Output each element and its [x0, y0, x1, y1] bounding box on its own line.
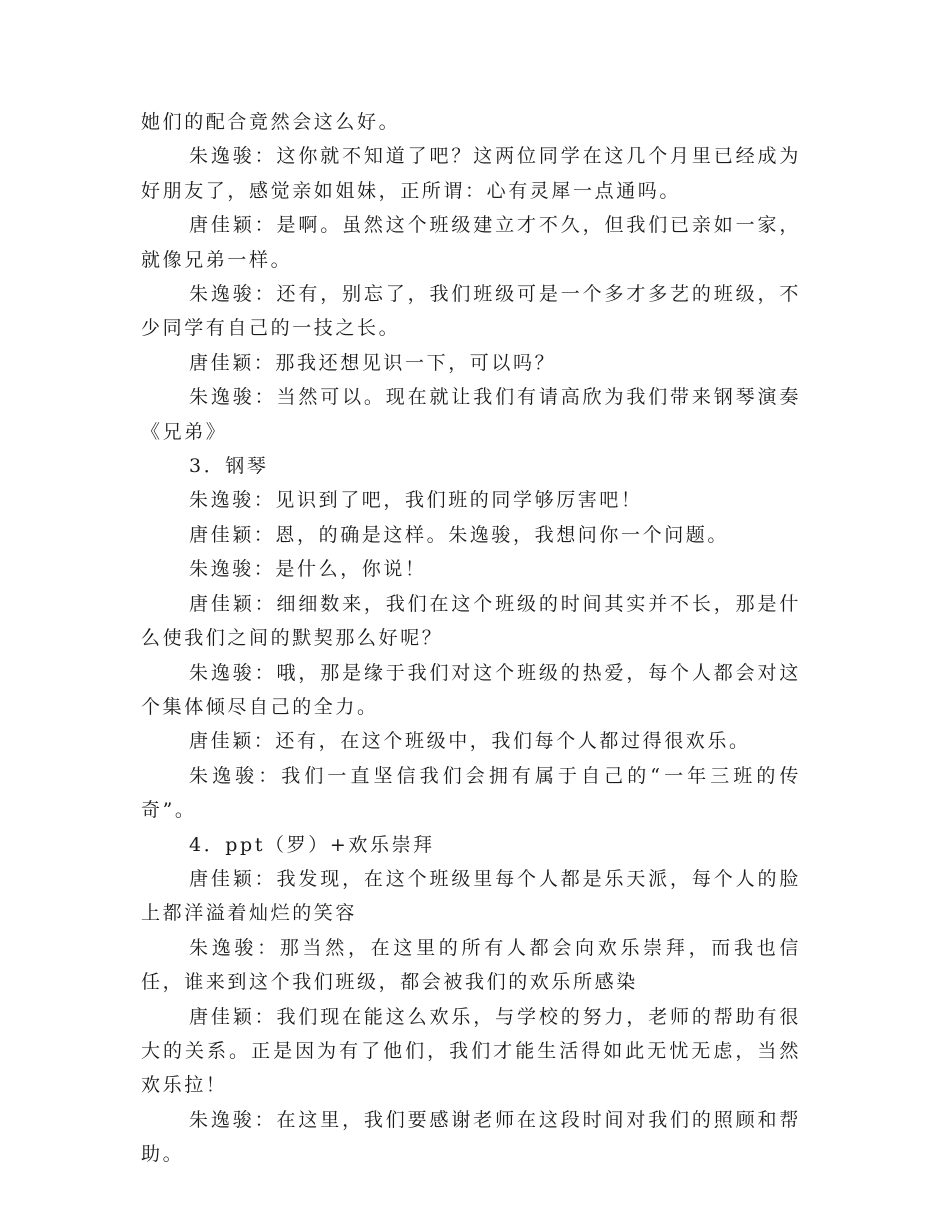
paragraph: 朱逸骏：是什么，你说！: [189, 558, 427, 581]
paragraph: 她们的配合竟然会这么好。: [141, 111, 401, 133]
section-heading: 3．钢琴: [189, 455, 269, 478]
paragraph: 朱逸骏：那当然，在这里的所有人都会向欢乐崇拜，而我也信任，谁来到这个我们班级，都会被我们的欢乐所感染: [141, 936, 801, 994]
paragraph: 朱逸骏：当然可以。现在就让我们有请高欣为我们带来钢琴演奏《兄弟》: [141, 386, 801, 443]
paragraph: 朱逸骏：见识到了吧，我们班的同学够厉害吧！: [189, 489, 643, 512]
paragraph: 唐佳颖：我们现在能这么欢乐，与学校的努力，老师的帮助有很大的关系。正是因为有了他们，我们才能生活得如此无忧无虑，当然欢乐拉！: [141, 1005, 801, 1097]
paragraph: 朱逸骏：还有，别忘了，我们班级可是一个多才多艺的班级，不少同学有自己的一技之长。: [141, 283, 801, 340]
document-page: [141, 105, 801, 1172]
paragraph: 唐佳颖：还有，在这个班级中，我们每个人都过得很欢乐。: [189, 730, 751, 753]
paragraph: 朱逸骏：在这里，我们要感谢老师在这段时间对我们的照顾和帮助。: [141, 1108, 801, 1166]
paragraph: 唐佳颖：是啊。虽然这个班级建立才不久，但我们已亲如一家，就像兄弟一样。: [141, 214, 801, 271]
paragraph: 朱逸骏：哦，那是缘于我们对这个班级的热爱，每个人都会对这个集体倾尽自己的全力。: [141, 661, 801, 718]
paragraph: 朱逸骏：这你就不知道了吧？这两位同学在这几个月里已经成为好朋友了，感觉亲如姐妹，正所谓：心有灵犀一点通吗。: [141, 145, 801, 202]
paragraph: 唐佳颖：我发现，在这个班级里每个人都是乐天派，每个人的脸上都洋溢着灿烂的笑容: [141, 867, 801, 925]
paragraph: 唐佳颖：细细数来，我们在这个班级的时间其实并不长，那是什么使我们之间的默契那么好呢？: [141, 592, 801, 650]
paragraph: 唐佳颖：恩，的确是这样。朱逸骏，我想问你一个问题。: [189, 523, 730, 546]
paragraph: 朱逸骏：我们一直坚信我们会拥有属于自己的“一年三班的传奇”。: [141, 764, 801, 822]
section-heading: 4．ppt（罗）+欢乐崇拜: [189, 833, 435, 856]
paragraph: 唐佳颖：那我还想见识一下，可以吗？: [189, 351, 557, 374]
